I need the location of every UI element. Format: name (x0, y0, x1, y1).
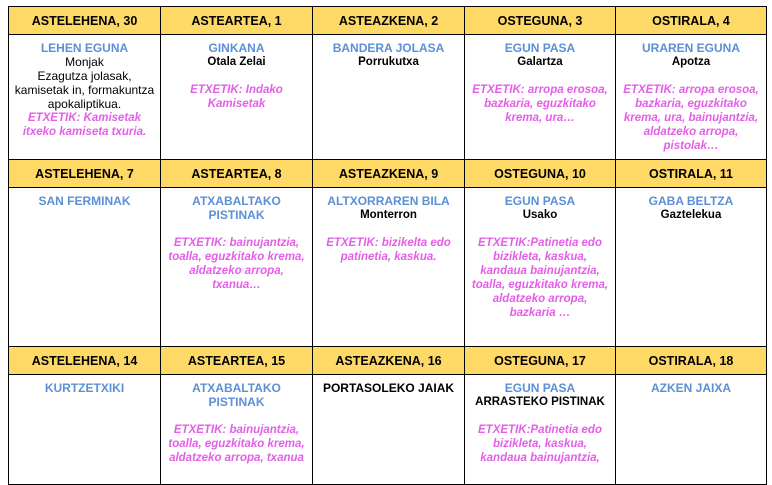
day-cell (313, 188, 465, 347)
day-cell (161, 188, 313, 347)
activity-title: LEHEN EGUNA (40, 41, 129, 55)
day-cell (161, 375, 313, 485)
week-2-header-row (9, 160, 767, 188)
activity-title: EGUN PASA (504, 381, 576, 395)
activity-title: AZKEN JAIXA (650, 381, 731, 395)
bring-from-home-note: ETXETIK: bainujantzia, toalla, eguzkitako krema, aldatzeko arropa, txanua… (168, 237, 305, 291)
day-cell (9, 35, 161, 160)
bring-from-home-note: ETXETIK: arropa erosoa, bazkaria, eguzkitako krema, ura, bainujantzia, aldatzeko arropa, pistolak… (623, 84, 759, 152)
day-header: OSTEGUNA, 3 (465, 7, 616, 35)
week-3-header-row (9, 347, 767, 375)
day-header: ASTELEHENA, 14 (9, 347, 161, 375)
week-1-activities-row (9, 35, 767, 160)
activity-place: Gaztelekua (660, 209, 722, 221)
activity-title: SAN FERMINAK (38, 194, 131, 208)
activity-place: Monjak (65, 55, 104, 69)
activity-place: Porrukutxa (358, 56, 419, 68)
activity-title: GABA BELTZA (648, 194, 734, 208)
bring-from-home-note: ETXETIK: Kamisetak itxeko kamiseta txuria. (22, 112, 147, 138)
activity-title: URAREN EGUNA (641, 41, 740, 55)
activity-place: Monterron (360, 209, 417, 221)
activity-place: ARRASTEKO PISTINAK (475, 396, 605, 408)
bring-from-home-note: ETXETIK: arropa erosoa, bazkaria, eguzkitako krema, ura… (472, 84, 608, 124)
activity-title: GINKANA (208, 41, 265, 55)
day-header: ASTEAZKENA, 9 (313, 160, 465, 188)
day-cell (161, 35, 313, 160)
activity-title: BANDERA JOLASA (332, 41, 445, 55)
week-1-header-row (9, 7, 767, 35)
day-cell (313, 35, 465, 160)
day-header: OSTIRALA, 4 (616, 7, 767, 35)
week-3-activities-row (9, 375, 767, 485)
day-header: ASTEAZKENA, 2 (313, 7, 465, 35)
day-cell (9, 375, 161, 485)
activity-place: Usako (522, 209, 558, 221)
weekly-schedule-table (8, 6, 767, 485)
activity-title: PORTASOLEKO JAIAK (322, 381, 455, 395)
activity-title: ATXABALTAKO PISTINAK (192, 194, 281, 222)
activity-title: ALTXORRAREN BILA (327, 194, 450, 208)
activity-title: KURTZETXIKI (44, 381, 125, 395)
day-cell (465, 188, 616, 347)
day-header: OSTEGUNA, 17 (465, 347, 616, 375)
bring-from-home-note: ETXETIK: Indako Kamisetak (190, 84, 283, 110)
day-cell (313, 375, 465, 485)
day-cell (465, 35, 616, 160)
day-header: ASTELEHENA, 7 (9, 160, 161, 188)
activity-place: Galartza (517, 56, 563, 68)
week-2-activities-row (9, 188, 767, 347)
day-cell (616, 188, 767, 347)
bring-from-home-note: ETXETIK:Patinetia edo bizikleta, kaskua, kandaua bainujantzia, toalla, eguzkitako krema, aldatzeko arropa, bazkaria … (471, 237, 609, 319)
activity-place: Otala Zelai (207, 56, 266, 68)
activity-title: EGUN PASA (504, 41, 576, 55)
day-cell (9, 188, 161, 347)
day-header: OSTIRALA, 11 (616, 160, 767, 188)
day-header: ASTEARTEA, 8 (161, 160, 313, 188)
activity-title: ATXABALTAKO PISTINAK (192, 381, 281, 409)
day-header: OSTEGUNA, 10 (465, 160, 616, 188)
bring-from-home-note: ETXETIK: bizikelta edo patinetia, kaskua. (326, 237, 451, 263)
day-cell (465, 375, 616, 485)
day-header: ASTELEHENA, 30 (9, 7, 161, 35)
day-header: ASTEAZKENA, 16 (313, 347, 465, 375)
day-cell (616, 35, 767, 160)
bring-from-home-note: ETXETIK: bainujantzia, toalla, eguzkitako krema, aldatzeko arropa, txanua (168, 424, 305, 464)
activity-title: EGUN PASA (504, 194, 576, 208)
day-header: OSTIRALA, 18 (616, 347, 767, 375)
day-cell (616, 375, 767, 485)
day-header: ASTEARTEA, 15 (161, 347, 313, 375)
day-header: ASTEARTEA, 1 (161, 7, 313, 35)
activity-place: Apotza (671, 56, 711, 68)
bring-from-home-note: ETXETIK:Patinetia edo bizikleta, kaskua, kandaua bainujantzia, (478, 424, 602, 464)
activity-description: Ezagutza jolasak, kamisetak in, formakuntza apokaliptikua. (14, 69, 155, 111)
